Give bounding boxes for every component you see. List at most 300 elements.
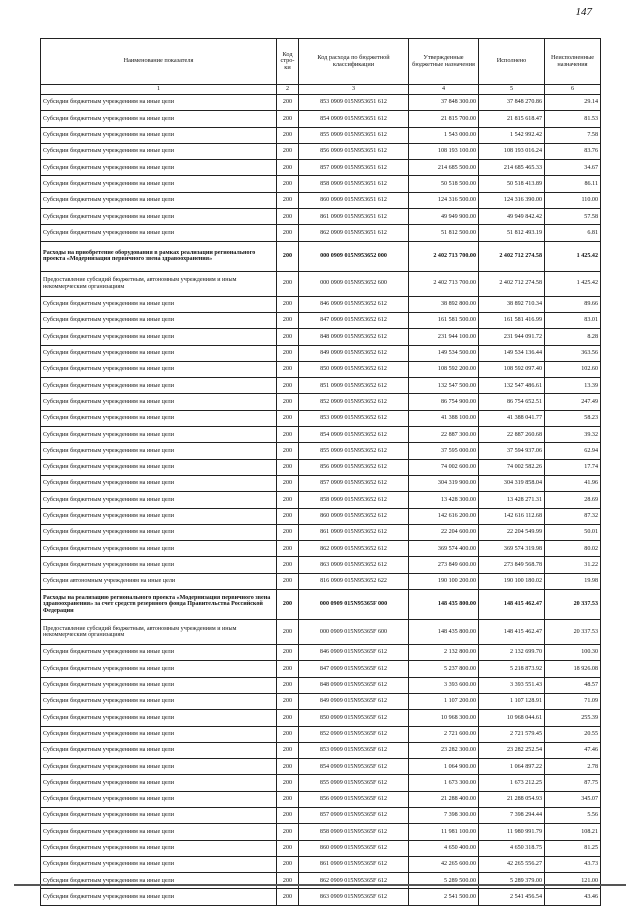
- table-row: [41, 620, 601, 645]
- row-line-code: 200: [277, 557, 299, 573]
- row-unexecuted: 102.60: [545, 361, 601, 377]
- table-row: [41, 111, 601, 127]
- row-unexecuted: 87.75: [545, 775, 601, 791]
- row-approved: 214 685 500.00: [409, 160, 479, 176]
- row-unexecuted: 58.23: [545, 410, 601, 426]
- header-expense-code: Код расхода по бюджетной классификации: [299, 39, 409, 85]
- row-executed: 149 534 136.44: [479, 345, 545, 361]
- row-name: Субсидии бюджетным учреждениям на иные цели: [41, 824, 277, 840]
- table-row: [41, 459, 601, 475]
- row-approved: 22 887 300.00: [409, 427, 479, 443]
- row-approved: 2 402 713 700.00: [409, 241, 479, 271]
- row-line-code: 200: [277, 176, 299, 192]
- row-name: Субсидии бюджетным учреждениям на иные цели: [41, 410, 277, 426]
- row-line-code: 200: [277, 459, 299, 475]
- row-unexecuted: 29.14: [545, 95, 601, 111]
- table-row: [41, 840, 601, 856]
- row-line-code: 200: [277, 807, 299, 823]
- row-line-code: 200: [277, 378, 299, 394]
- row-name: Субсидии бюджетным учреждениям на иные цели: [41, 225, 277, 241]
- row-approved: 148 435 800.00: [409, 590, 479, 620]
- row-executed: 142 616 112.68: [479, 508, 545, 524]
- table-row: [41, 645, 601, 661]
- row-expense-code: 861 0909 015N95365F 612: [299, 856, 409, 872]
- row-name: Субсидии бюджетным учреждениям на иные цели: [41, 807, 277, 823]
- row-name: Субсидии бюджетным учреждениям на иные цели: [41, 312, 277, 328]
- row-executed: 214 685 465.33: [479, 160, 545, 176]
- table-row: [41, 378, 601, 394]
- table-row: [41, 524, 601, 540]
- row-line-code: 200: [277, 524, 299, 540]
- row-unexecuted: 81.25: [545, 840, 601, 856]
- row-line-code: 200: [277, 361, 299, 377]
- row-name: Расходы на приобретение оборудования в рамках реализации регионального проекта «Модернизация первичного звена здравоохранения»: [41, 241, 277, 271]
- table-row: [41, 475, 601, 491]
- row-line-code: 200: [277, 394, 299, 410]
- row-line-code: 200: [277, 192, 299, 208]
- row-line-code: 200: [277, 541, 299, 557]
- table-row: [41, 889, 601, 905]
- row-expense-code: 857 0909 015N95365F 612: [299, 807, 409, 823]
- row-line-code: 200: [277, 127, 299, 143]
- row-line-code: 200: [277, 427, 299, 443]
- table-row: [41, 661, 601, 677]
- row-unexecuted: 6.81: [545, 225, 601, 241]
- row-approved: 7 398 300.00: [409, 807, 479, 823]
- row-line-code: 200: [277, 742, 299, 758]
- page-number: 147: [575, 6, 592, 18]
- row-expense-code: 853 0909 015N953651 612: [299, 95, 409, 111]
- table-row: [41, 590, 601, 620]
- table-row: [41, 775, 601, 791]
- row-unexecuted: 41.96: [545, 475, 601, 491]
- row-executed: 1 107 128.91: [479, 693, 545, 709]
- row-approved: 190 100 200.00: [409, 573, 479, 589]
- row-approved: 38 892 800.00: [409, 296, 479, 312]
- row-expense-code: 852 0909 015N95365F 612: [299, 726, 409, 742]
- row-name: Субсидии бюджетным учреждениям на иные цели: [41, 775, 277, 791]
- row-name: Субсидии бюджетным учреждениям на иные цели: [41, 427, 277, 443]
- row-expense-code: 856 0909 015N953651 612: [299, 143, 409, 159]
- table-row: [41, 693, 601, 709]
- table-row: [41, 143, 601, 159]
- row-approved: 142 616 200.00: [409, 508, 479, 524]
- row-unexecuted: 19.98: [545, 573, 601, 589]
- row-executed: 148 415 462.47: [479, 590, 545, 620]
- row-line-code: 200: [277, 726, 299, 742]
- row-expense-code: 851 0909 015N953652 612: [299, 378, 409, 394]
- row-approved: 124 316 500.00: [409, 192, 479, 208]
- row-name: Субсидии бюджетным учреждениям на иные цели: [41, 378, 277, 394]
- row-executed: 11 980 991.79: [479, 824, 545, 840]
- row-unexecuted: 121.00: [545, 873, 601, 889]
- row-expense-code: 000 0909 015N95365F 000: [299, 590, 409, 620]
- row-executed: 21 815 618.47: [479, 111, 545, 127]
- row-unexecuted: 7.58: [545, 127, 601, 143]
- row-executed: 50 518 413.89: [479, 176, 545, 192]
- table-row: [41, 176, 601, 192]
- row-executed: 23 282 252.54: [479, 742, 545, 758]
- header-executed: Исполнено: [479, 39, 545, 85]
- row-name: Субсидии бюджетным учреждениям на иные цели: [41, 742, 277, 758]
- row-approved: 21 288 400.00: [409, 791, 479, 807]
- row-name: Субсидии бюджетным учреждениям на иные цели: [41, 394, 277, 410]
- row-unexecuted: 86.11: [545, 176, 601, 192]
- row-line-code: 200: [277, 329, 299, 345]
- row-name: Субсидии бюджетным учреждениям на иные цели: [41, 111, 277, 127]
- row-executed: 2 402 712 274.58: [479, 241, 545, 271]
- table-row: [41, 726, 601, 742]
- row-expense-code: 863 0909 015N95365F 612: [299, 889, 409, 905]
- header-unexecuted: Неисполненные назначения: [545, 39, 601, 85]
- row-approved: 23 282 300.00: [409, 742, 479, 758]
- row-expense-code: 863 0909 015N953652 612: [299, 557, 409, 573]
- row-approved: 2 541 500.00: [409, 889, 479, 905]
- row-unexecuted: 247.49: [545, 394, 601, 410]
- row-unexecuted: 13.39: [545, 378, 601, 394]
- table-row: [41, 807, 601, 823]
- row-line-code: 200: [277, 296, 299, 312]
- row-name: Субсидии бюджетным учреждениям на иные цели: [41, 645, 277, 661]
- row-unexecuted: 89.66: [545, 296, 601, 312]
- row-name: Субсидии бюджетным учреждениям на иные цели: [41, 873, 277, 889]
- row-unexecuted: 5.56: [545, 807, 601, 823]
- row-executed: 42 265 556.27: [479, 856, 545, 872]
- column-number: 5: [479, 85, 545, 95]
- row-executed: 5 289 379.00: [479, 873, 545, 889]
- row-name: Субсидии бюджетным учреждениям на иные цели: [41, 192, 277, 208]
- header-approved: Утвержденные бюджетные назначения: [409, 39, 479, 85]
- table-row: [41, 394, 601, 410]
- row-expense-code: 862 0909 015N953651 612: [299, 225, 409, 241]
- row-unexecuted: 345.07: [545, 791, 601, 807]
- row-line-code: 200: [277, 856, 299, 872]
- row-line-code: 200: [277, 111, 299, 127]
- budget-execution-table: [40, 38, 601, 906]
- table-body: [41, 95, 601, 906]
- table-row: [41, 541, 601, 557]
- table-row: [41, 225, 601, 241]
- row-unexecuted: 80.02: [545, 541, 601, 557]
- row-name: Субсидии бюджетным учреждениям на иные цели: [41, 541, 277, 557]
- row-line-code: 200: [277, 475, 299, 491]
- table-header-row: [41, 39, 601, 85]
- row-name: Субсидии бюджетным учреждениям на иные цели: [41, 840, 277, 856]
- row-unexecuted: 1 425.42: [545, 271, 601, 296]
- table-row: [41, 271, 601, 296]
- row-name: Субсидии бюджетным учреждениям на иные цели: [41, 143, 277, 159]
- row-expense-code: 855 0909 015N953652 612: [299, 443, 409, 459]
- row-approved: 41 388 100.00: [409, 410, 479, 426]
- table-row: [41, 427, 601, 443]
- row-executed: 74 002 582.26: [479, 459, 545, 475]
- column-number: 3: [299, 85, 409, 95]
- row-executed: 1 542 992.42: [479, 127, 545, 143]
- row-name: Субсидии бюджетным учреждениям на иные цели: [41, 508, 277, 524]
- row-unexecuted: 20 337.53: [545, 620, 601, 645]
- row-approved: 21 815 700.00: [409, 111, 479, 127]
- row-name: Субсидии бюджетным учреждениям на иные цели: [41, 160, 277, 176]
- row-expense-code: 861 0909 015N953651 612: [299, 209, 409, 225]
- row-approved: 1 107 200.00: [409, 693, 479, 709]
- row-executed: 190 100 180.02: [479, 573, 545, 589]
- row-name: Субсидии бюджетным учреждениям на иные цели: [41, 661, 277, 677]
- table-row: [41, 127, 601, 143]
- column-number-row: [41, 85, 601, 95]
- row-name: Субсидии бюджетным учреждениям на иные цели: [41, 95, 277, 111]
- row-unexecuted: 255.39: [545, 710, 601, 726]
- row-expense-code: 850 0909 015N95365F 612: [299, 710, 409, 726]
- row-line-code: 200: [277, 225, 299, 241]
- row-approved: 1 673 300.00: [409, 775, 479, 791]
- row-executed: 38 892 710.34: [479, 296, 545, 312]
- row-line-code: 200: [277, 312, 299, 328]
- table-row: [41, 856, 601, 872]
- row-name: Субсидии бюджетным учреждениям на иные цели: [41, 329, 277, 345]
- row-line-code: 200: [277, 661, 299, 677]
- row-unexecuted: 50.01: [545, 524, 601, 540]
- row-expense-code: 849 0909 015N95365F 612: [299, 693, 409, 709]
- row-line-code: 200: [277, 345, 299, 361]
- row-unexecuted: 2.78: [545, 759, 601, 775]
- table-row: [41, 443, 601, 459]
- row-unexecuted: 31.22: [545, 557, 601, 573]
- row-expense-code: 846 0909 015N953652 612: [299, 296, 409, 312]
- row-expense-code: 852 0909 015N953652 612: [299, 394, 409, 410]
- row-expense-code: 855 0909 015N95365F 612: [299, 775, 409, 791]
- row-name: Субсидии бюджетным учреждениям на иные цели: [41, 677, 277, 693]
- row-line-code: 200: [277, 410, 299, 426]
- row-name: Субсидии бюджетным учреждениям на иные цели: [41, 296, 277, 312]
- row-approved: 3 393 600.00: [409, 677, 479, 693]
- row-approved: 304 319 900.00: [409, 475, 479, 491]
- row-approved: 231 944 100.00: [409, 329, 479, 345]
- row-executed: 273 849 568.78: [479, 557, 545, 573]
- row-executed: 231 944 091.72: [479, 329, 545, 345]
- row-unexecuted: 39.32: [545, 427, 601, 443]
- table-row: [41, 209, 601, 225]
- row-unexecuted: 71.09: [545, 693, 601, 709]
- row-line-code: 200: [277, 710, 299, 726]
- row-executed: 41 388 041.77: [479, 410, 545, 426]
- row-expense-code: 854 0909 015N953652 612: [299, 427, 409, 443]
- row-expense-code: 853 0909 015N953652 612: [299, 410, 409, 426]
- row-line-code: 200: [277, 693, 299, 709]
- row-approved: 86 754 900.00: [409, 394, 479, 410]
- row-name: Субсидии бюджетным учреждениям на иные цели: [41, 710, 277, 726]
- row-approved: 148 435 800.00: [409, 620, 479, 645]
- row-line-code: 200: [277, 791, 299, 807]
- row-executed: 22 887 260.68: [479, 427, 545, 443]
- row-unexecuted: 20.55: [545, 726, 601, 742]
- row-unexecuted: 108.21: [545, 824, 601, 840]
- row-line-code: 200: [277, 889, 299, 905]
- row-expense-code: 860 0909 015N953651 612: [299, 192, 409, 208]
- row-unexecuted: 28.69: [545, 492, 601, 508]
- row-executed: 161 581 416.99: [479, 312, 545, 328]
- row-line-code: 200: [277, 620, 299, 645]
- row-executed: 13 428 271.31: [479, 492, 545, 508]
- table-row: [41, 329, 601, 345]
- row-line-code: 200: [277, 443, 299, 459]
- row-name: Субсидии бюджетным учреждениям на иные цели: [41, 759, 277, 775]
- table-row: [41, 312, 601, 328]
- row-line-code: 200: [277, 271, 299, 296]
- row-executed: 2 721 579.45: [479, 726, 545, 742]
- row-executed: 51 812 493.19: [479, 225, 545, 241]
- column-number: 1: [41, 85, 277, 95]
- row-line-code: 200: [277, 241, 299, 271]
- column-number: 2: [277, 85, 299, 95]
- row-name: Субсидии бюджетным учреждениям на иные цели: [41, 176, 277, 192]
- row-approved: 4 650 400.00: [409, 840, 479, 856]
- row-approved: 369 574 400.00: [409, 541, 479, 557]
- row-expense-code: 847 0909 015N953652 612: [299, 312, 409, 328]
- row-expense-code: 856 0909 015N95365F 612: [299, 791, 409, 807]
- row-line-code: 200: [277, 873, 299, 889]
- row-executed: 148 415 462.47: [479, 620, 545, 645]
- row-approved: 42 265 600.00: [409, 856, 479, 872]
- row-expense-code: 000 0909 015N953652 600: [299, 271, 409, 296]
- column-number: 6: [545, 85, 601, 95]
- row-expense-code: 860 0909 015N95365F 612: [299, 840, 409, 856]
- row-line-code: 200: [277, 209, 299, 225]
- row-approved: 22 204 600.00: [409, 524, 479, 540]
- row-executed: 86 754 652.51: [479, 394, 545, 410]
- row-line-code: 200: [277, 759, 299, 775]
- row-unexecuted: 83.01: [545, 312, 601, 328]
- row-expense-code: 856 0909 015N953652 612: [299, 459, 409, 475]
- row-expense-code: 850 0909 015N953652 612: [299, 361, 409, 377]
- row-name: Субсидии бюджетным учреждениям на иные цели: [41, 209, 277, 225]
- row-approved: 10 968 300.00: [409, 710, 479, 726]
- table-row: [41, 677, 601, 693]
- row-approved: 161 581 500.00: [409, 312, 479, 328]
- row-expense-code: 849 0909 015N953652 612: [299, 345, 409, 361]
- column-number: 4: [409, 85, 479, 95]
- row-name: Субсидии бюджетным учреждениям на иные цели: [41, 475, 277, 491]
- table-row: [41, 873, 601, 889]
- footer-rule: [14, 884, 626, 886]
- row-expense-code: 853 0909 015N95365F 612: [299, 742, 409, 758]
- row-line-code: 200: [277, 590, 299, 620]
- row-unexecuted: 57.58: [545, 209, 601, 225]
- row-executed: 369 574 319.98: [479, 541, 545, 557]
- row-approved: 11 981 100.00: [409, 824, 479, 840]
- row-executed: 10 968 044.61: [479, 710, 545, 726]
- row-expense-code: 854 0909 015N953651 612: [299, 111, 409, 127]
- row-unexecuted: 43.46: [545, 889, 601, 905]
- row-name: Субсидии бюджетным учреждениям на иные цели: [41, 557, 277, 573]
- row-expense-code: 000 0909 015N953652 000: [299, 241, 409, 271]
- row-unexecuted: 110.00: [545, 192, 601, 208]
- table-row: [41, 742, 601, 758]
- table-row: [41, 345, 601, 361]
- row-approved: 5 237 800.00: [409, 661, 479, 677]
- row-name: Субсидии бюджетным учреждениям на иные цели: [41, 856, 277, 872]
- row-unexecuted: 17.74: [545, 459, 601, 475]
- row-executed: 37 594 937.06: [479, 443, 545, 459]
- table-row: [41, 95, 601, 111]
- row-name: Субсидии бюджетным учреждениям на иные цели: [41, 492, 277, 508]
- row-executed: 5 218 873.92: [479, 661, 545, 677]
- row-executed: 304 319 858.04: [479, 475, 545, 491]
- row-approved: 108 193 100.00: [409, 143, 479, 159]
- row-expense-code: 858 0909 015N953652 612: [299, 492, 409, 508]
- row-approved: 2 721 600.00: [409, 726, 479, 742]
- header-name: Наименование показателя: [41, 39, 277, 85]
- row-name: Субсидии бюджетным учреждениям на иные цели: [41, 443, 277, 459]
- row-unexecuted: 363.56: [545, 345, 601, 361]
- row-name: Субсидии бюджетным учреждениям на иные цели: [41, 889, 277, 905]
- row-expense-code: 860 0909 015N953652 612: [299, 508, 409, 524]
- row-line-code: 200: [277, 677, 299, 693]
- row-line-code: 200: [277, 160, 299, 176]
- row-expense-code: 848 0909 015N953652 612: [299, 329, 409, 345]
- row-executed: 4 650 318.75: [479, 840, 545, 856]
- row-line-code: 200: [277, 775, 299, 791]
- table-row: [41, 710, 601, 726]
- row-expense-code: 858 0909 015N95365F 612: [299, 824, 409, 840]
- row-unexecuted: 8.28: [545, 329, 601, 345]
- row-expense-code: 861 0909 015N953652 612: [299, 524, 409, 540]
- row-executed: 2 402 712 274.58: [479, 271, 545, 296]
- row-line-code: 200: [277, 824, 299, 840]
- row-expense-code: 000 0909 015N95365F 600: [299, 620, 409, 645]
- table-row: [41, 410, 601, 426]
- row-line-code: 200: [277, 143, 299, 159]
- row-executed: 2 132 699.70: [479, 645, 545, 661]
- row-name: Расходы на реализацию регионального проекта «Модернизация первичного звена здравоохранения» за счет средств резервного фонда Правительства Российской Федерации: [41, 590, 277, 620]
- row-name: Субсидии бюджетным учреждениям на иные цели: [41, 361, 277, 377]
- row-line-code: 200: [277, 573, 299, 589]
- table-row: [41, 791, 601, 807]
- row-unexecuted: 43.73: [545, 856, 601, 872]
- row-approved: 51 812 500.00: [409, 225, 479, 241]
- row-name: Субсидии бюджетным учреждениям на иные цели: [41, 693, 277, 709]
- row-executed: 1 064 897.22: [479, 759, 545, 775]
- row-approved: 108 592 200.00: [409, 361, 479, 377]
- row-approved: 5 289 500.00: [409, 873, 479, 889]
- row-approved: 37 595 000.00: [409, 443, 479, 459]
- row-approved: 149 534 500.00: [409, 345, 479, 361]
- row-executed: 108 193 016.24: [479, 143, 545, 159]
- row-unexecuted: 62.94: [545, 443, 601, 459]
- table-row: [41, 160, 601, 176]
- row-expense-code: 848 0909 015N95365F 612: [299, 677, 409, 693]
- row-unexecuted: 100.30: [545, 645, 601, 661]
- row-executed: 7 398 294.44: [479, 807, 545, 823]
- row-expense-code: 854 0909 015N95365F 612: [299, 759, 409, 775]
- row-name: Субсидии автономным учреждениям на иные цели: [41, 573, 277, 589]
- row-expense-code: 846 0909 015N95365F 612: [299, 645, 409, 661]
- row-name: Субсидии бюджетным учреждениям на иные цели: [41, 459, 277, 475]
- row-expense-code: 847 0909 015N95365F 612: [299, 661, 409, 677]
- table-row: [41, 759, 601, 775]
- row-expense-code: 858 0909 015N953651 612: [299, 176, 409, 192]
- row-executed: 124 316 390.00: [479, 192, 545, 208]
- row-executed: 22 204 549.99: [479, 524, 545, 540]
- row-unexecuted: 20 337.53: [545, 590, 601, 620]
- row-name: Предоставление субсидий бюджетным, автономным учреждениям и иным некоммерческим организациям: [41, 620, 277, 645]
- row-line-code: 200: [277, 645, 299, 661]
- header-line-code: Код стро- ки: [277, 39, 299, 85]
- row-unexecuted: 81.53: [545, 111, 601, 127]
- table-row: [41, 241, 601, 271]
- row-executed: 132 547 486.61: [479, 378, 545, 394]
- table-row: [41, 296, 601, 312]
- row-approved: 132 547 500.00: [409, 378, 479, 394]
